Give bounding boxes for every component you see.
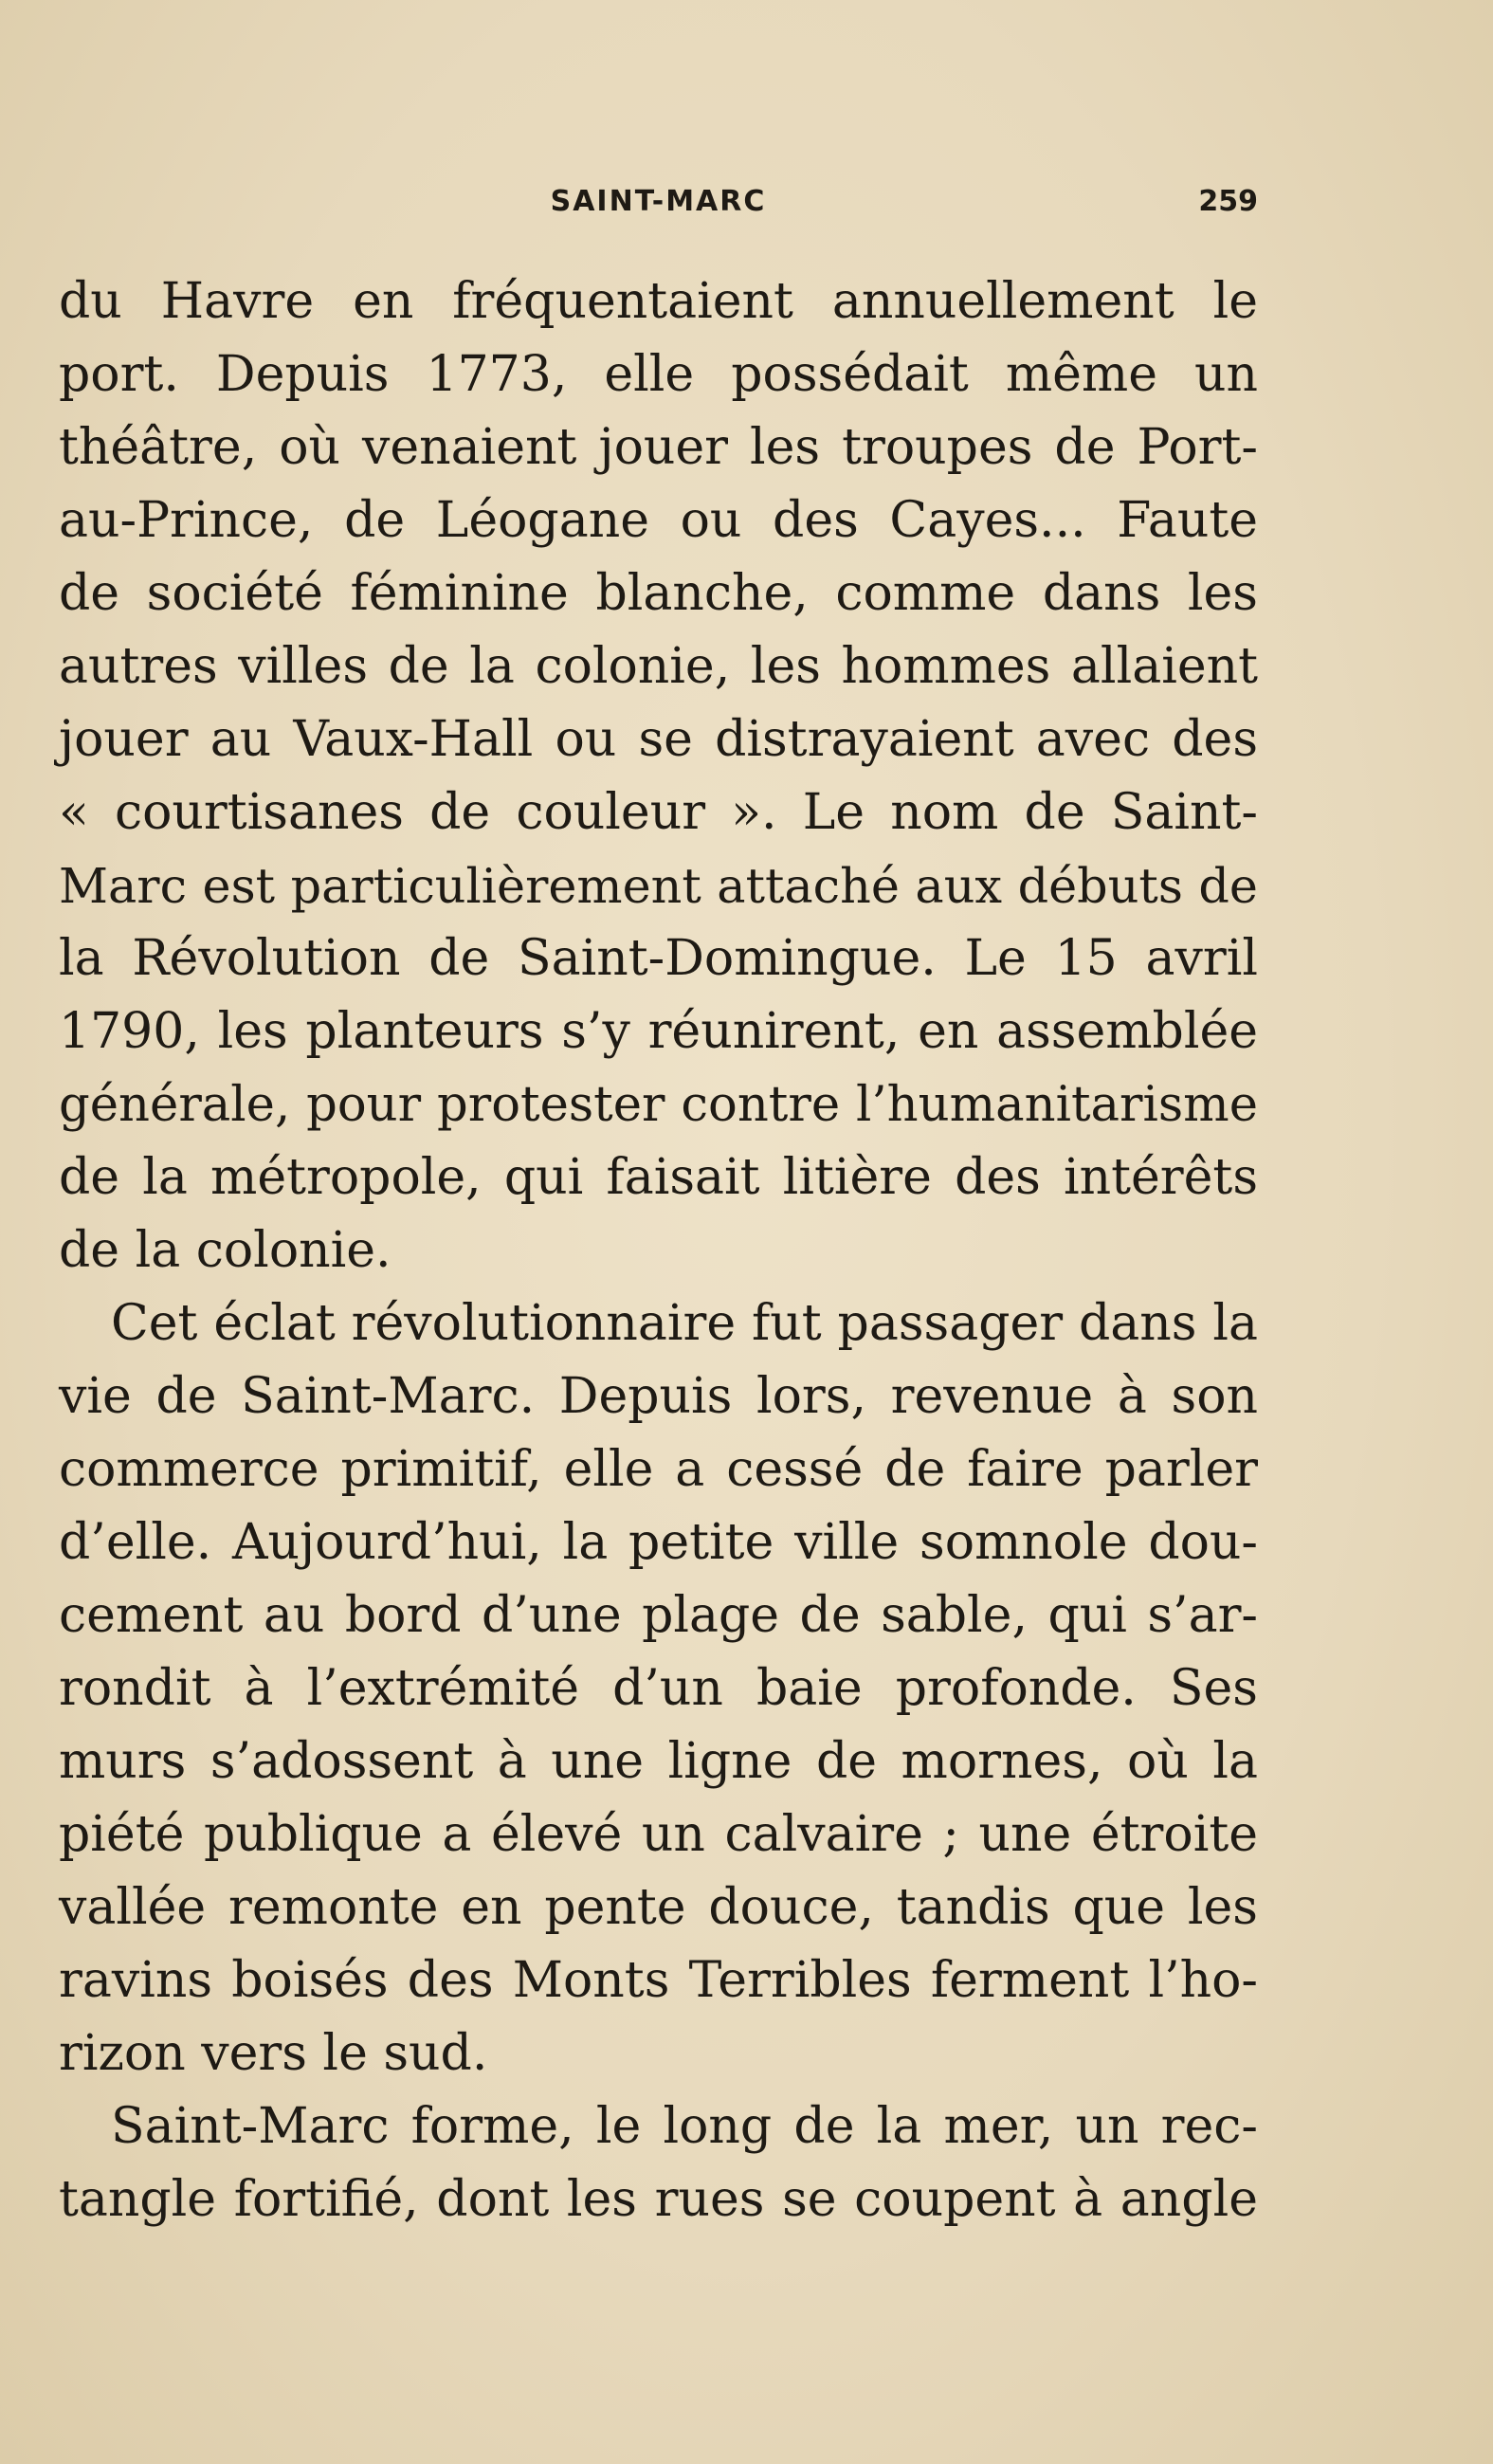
running-title: SAINT-MARC	[550, 185, 767, 218]
text-line: port. Depuis 1773, elle possédait même un	[59, 346, 1258, 403]
running-head	[59, 178, 1258, 226]
text-line: rizon vers le sud.	[59, 2025, 488, 2082]
text-line: ravins boisés des Monts Terribles ferment l’ho-	[59, 1952, 1258, 2009]
text-line: 1790, les planteurs s’y réunirent, en assemblée	[59, 1003, 1258, 1060]
text-line: Saint-Marc forme, le long de la mer, un rec-	[111, 2098, 1258, 2155]
body-text	[59, 265, 1258, 2236]
text-line: vallée remonte en pente douce, tandis que les	[59, 1879, 1258, 1936]
text-line: générale, pour protester contre l’humanitarisme	[59, 1076, 1258, 1133]
text-line: tangle fortifié, dont les rues se coupent à angle	[59, 2171, 1258, 2228]
text-line: de la métropole, qui faisait litière des intérêts	[59, 1149, 1258, 1206]
text-line: de la colonie.	[59, 1222, 391, 1279]
text-line: rondit à l’extrémité d’un baie profonde. Ses	[59, 1660, 1258, 1717]
text-line: au-Prince, de Léogane ou des Cayes... Faute	[59, 492, 1258, 549]
page-number: 259	[1198, 185, 1258, 218]
text-line: jouer au Vaux-Hall ou se distrayaient avec des	[59, 711, 1258, 768]
text-line: « courtisanes de couleur ». Le nom de Saint-	[59, 784, 1258, 841]
text-line: Cet éclat révolutionnaire fut passager dans la	[111, 1295, 1258, 1352]
text-line: commerce primitif, elle a cessé de faire parler	[59, 1441, 1258, 1498]
text-line: du Havre en fréquentaient annuellement le	[59, 273, 1258, 330]
text-line: théâtre, où venaient jouer les troupes de Port-	[59, 419, 1258, 476]
text-line: vie de Saint-Marc. Depuis lors, revenue à son	[59, 1368, 1258, 1425]
paragraph-3	[59, 2090, 1258, 2236]
paragraph-1	[59, 265, 1258, 1287]
text-line: d’elle. Aujourd’hui, la petite ville somnole dou-	[59, 1514, 1258, 1571]
text-line: de société féminine blanche, comme dans les	[59, 565, 1258, 622]
text-line: Marc est particulièrement attaché aux débuts de	[59, 858, 1258, 914]
text-line: cement au bord d’une plage de sable, qui s’ar-	[59, 1587, 1258, 1644]
text-line: la Révolution de Saint-Domingue. Le 15 avril	[59, 930, 1258, 987]
text-line: murs s’adossent à une ligne de mornes, où la	[59, 1733, 1258, 1790]
text-line: piété publique a élevé un calvaire ; une étroite	[59, 1806, 1258, 1863]
paragraph-2	[59, 1287, 1258, 2090]
text-line: autres villes de la colonie, les hommes allaient	[59, 638, 1258, 695]
